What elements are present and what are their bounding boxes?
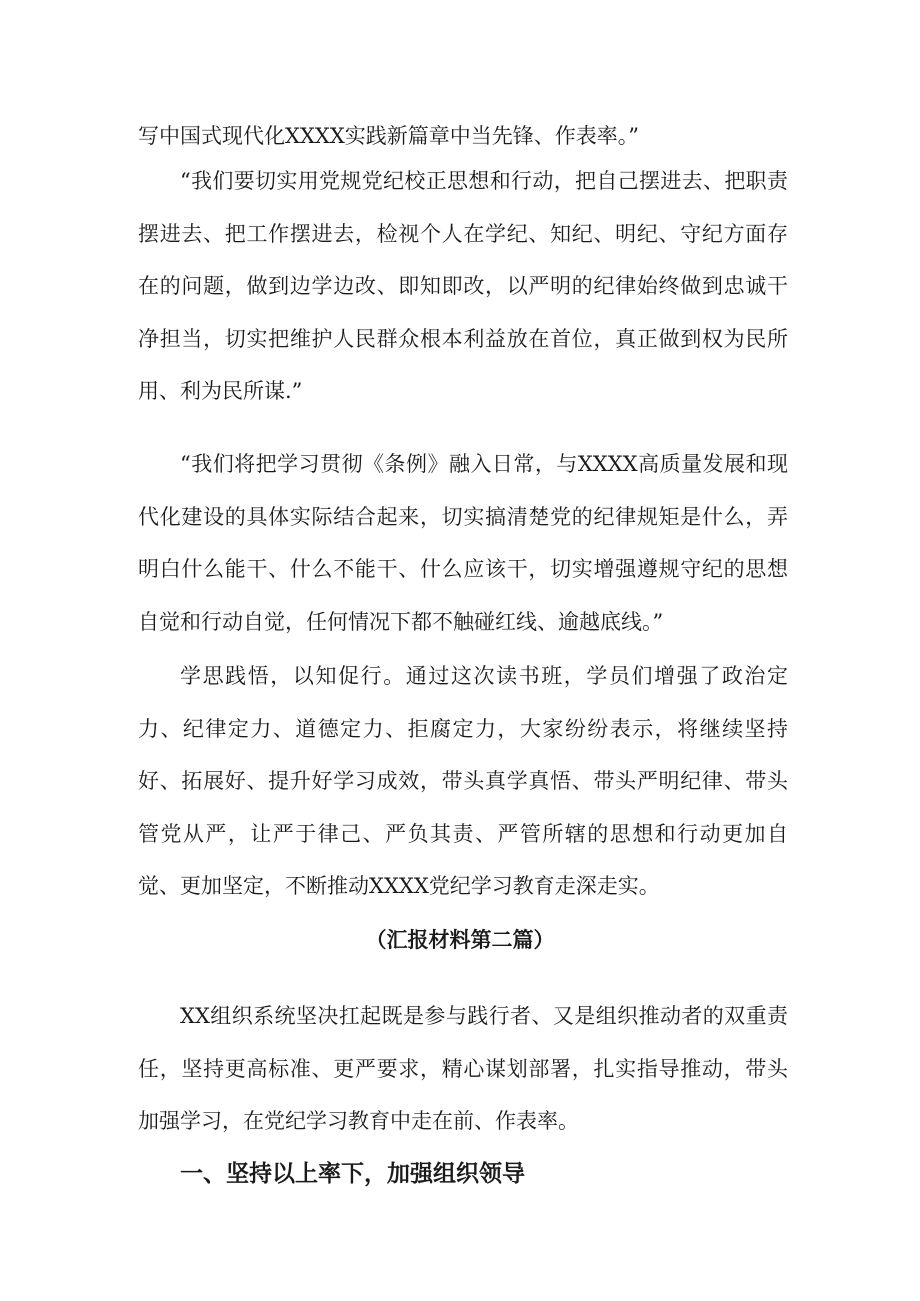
section-heading-1: 一、坚持以上率下，加强组织领导: [180, 1161, 525, 1187]
quote-paragraph-1: “我们要切实用党规党纪校正思想和行动，把自己摆进去、把职责摆进去、把工作摆进去，检视个人在学纪、知纪、明纪、守纪方面存在的问题，做到边学边改、即知即改，以严明的纪律始终做到忠诚干净担当，切实把维护人民群众根本利益放在首位，真正做到权为民所用、利为民所谋.”: [138, 169, 788, 403]
section-intro-paragraph: XX组织系统坚决扛起既是参与践行者、又是组织推动者的双重责任，坚持更高标准、更严要求，精心谋划部署，扎实指导推动，带头加强学习，在党纪学习教育中走在前、作表率。: [138, 1004, 788, 1133]
section-title: （汇报材料第二篇）: [365, 928, 555, 952]
paragraph-continuation: 写中国式现代化XXXX实践新篇章中当先锋、作表率。”: [138, 124, 640, 148]
quote-paragraph-2: “我们将把学习贯彻《条例》融入日常，与XXXX高质量发展和现代化建设的具体实际结合起来，切实搞清楚党的纪律规矩是什么，弄明白什么能干、什么不能干、什么应该干，切实增强遵规守纪的思想自觉和行动自觉，任何情况下都不触碰红线、逾越底线。”: [138, 452, 788, 634]
summary-paragraph: 学思践悟，以知促行。通过这次读书班，学员们增强了政治定力、纪律定力、道德定力、拒腐定力，大家纷纷表示，将继续坚持好、拓展好、提升好学习成效，带头真学真悟、带头严明纪律、带头管党从严，让严于律己、严负其责、严管所辖的思想和行动更加自觉、更加坚定，不断推动XXXX党纪学习教育走深走实。: [138, 664, 788, 898]
